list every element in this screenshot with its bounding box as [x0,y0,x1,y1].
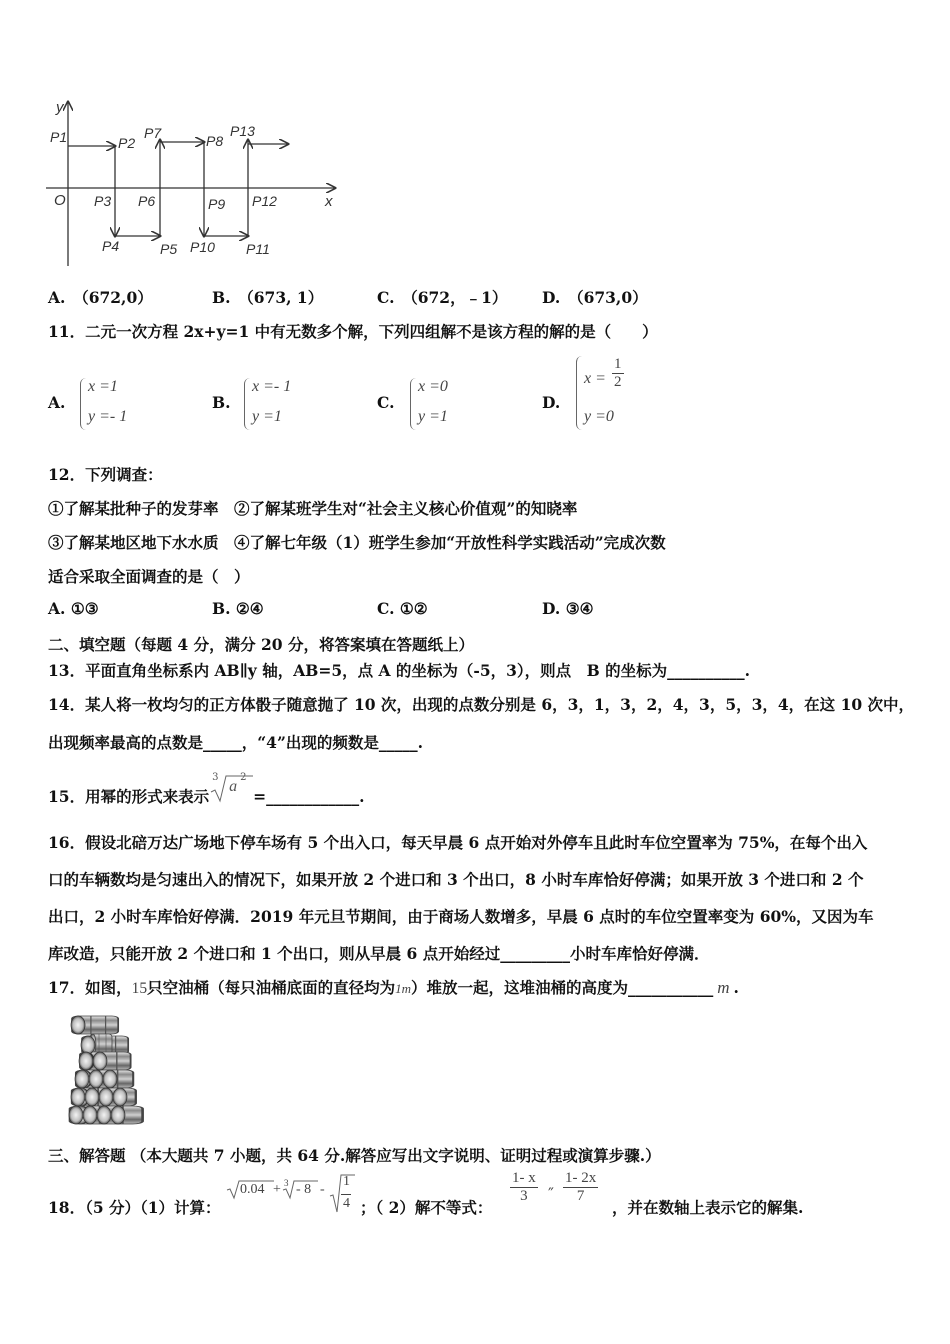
system-brace [410,378,416,430]
cube-root-expression [209,772,253,804]
q12-stem: 12．下列调查： [48,465,163,484]
q17-text [48,976,739,998]
option-letter: C. [377,288,395,307]
radical-index: 3 [212,772,219,783]
fraction-numerator: 1- 2x [565,1170,597,1186]
section-2-heading: 二、填空题（每题 4 分，满分 20 分，将答案填在答题纸上） [48,635,474,654]
section-3-heading: 三、解答题 （本大题共 7 小题，共 64 分.解答应写出文字说明、证明过程或演算步骤.） [48,1146,661,1165]
q12-line1: ①了解某批种子的发芽率 ②了解某班学生对“社会主义核心价值观”的知晓率 [48,499,578,518]
q18-expression [226,1174,356,1214]
q10-option-c[interactable] [377,286,507,308]
option-text: （672,0） [80,288,153,307]
q12-option-a[interactable] [48,599,99,618]
x-axis-label: x [325,193,333,210]
sqrt-radicand: 0.04 [240,1182,265,1197]
inequality-right-fraction [563,1170,598,1205]
q14-line1: 14．某人将一枚均匀的正方体骰子随意抛了 10 次，出现的点数分别是 6，3，1，3，2，4，3，5，3，4，在这 10 次中， [48,695,915,714]
option-text: ①② [399,599,428,618]
system-brace [80,378,86,430]
point-label: P6 [138,193,156,209]
fraction-numerator: 1 [343,1174,350,1189]
q12-line2: ③了解某地区地下水水质 ④了解七年级（1）班学生参加“开放性科学实践活动”完成次数 [48,533,666,552]
q11-d-fraction [612,356,624,391]
point-label: P3 [94,193,112,209]
fraction-denominator: 7 [576,1188,585,1204]
option-letter: C. [377,599,395,618]
q11-b-line2: y =1 [252,408,282,425]
fraction-bar [341,1194,351,1195]
option-letter: A. [48,288,66,307]
q12-option-b[interactable] [212,599,264,618]
q14-line2: 出现频率最高的点数是_____，“4”出现的频数是_____. [48,733,424,752]
cube-root-index: 3 [284,1178,289,1188]
q15-suffix: =____________. [253,787,365,806]
radicand: a [229,778,238,795]
q12-line3: 适合采取全面调查的是（ ） [48,567,250,586]
system-brace [576,356,582,430]
q16-line1: 16．假设北碚万达广场地下停车场有 5 个出入口，每天早晨 6 点开始对外停车且此时车位空置率为 75%，在每个出入 [48,833,868,852]
fraction-denominator: 3 [520,1188,528,1204]
q11-option-d-letter[interactable]: D. [542,393,561,412]
q12-option-d[interactable] [542,599,594,618]
q17-p3: ）堆放一起，这堆油桶的高度为___________ [410,978,714,997]
q13-text: 13．平面直角坐标系内 AB∥y 轴，AB=5，点 A 的坐标为（-5，3），则点 B 的坐标为__________. [48,661,751,680]
q15-prefix: 15．用幂的形式来表示 [48,787,210,806]
q16-line2: 口的车辆数均是匀速出入的情况下，如果开放 2 个进口和 3 个出口，8 小时车库恰好停满；如果开放 3 个进口和 2 个 [48,870,864,889]
q10-option-d[interactable] [542,286,648,308]
q11-d-line1-prefix: x = [584,370,606,387]
option-letter: D. [542,599,561,618]
q11-c-line2: y =1 [418,408,448,425]
option-text: （673, 1） [246,288,324,307]
q11-b-line1: x =- 1 [252,378,292,395]
point-label: P11 [246,241,270,257]
q11-d-line2: y =0 [584,408,614,425]
option-text: （672，﹣1） [409,288,508,307]
origin-label: O [54,192,66,209]
coordinate-path-figure [40,96,350,271]
inequality-sign: ″ [548,1184,554,1203]
point-label: P13 [230,123,255,139]
fraction-denominator: 4 [343,1196,350,1211]
q17-diameter: 1m [395,981,411,996]
point-label: P12 [252,193,277,209]
option-text: （673,0） [575,288,648,307]
q11-a-line2: y =- 1 [88,408,128,425]
exponent: 2 [240,772,247,783]
system-brace [244,378,250,430]
q17-p4: . [733,978,739,997]
option-letter: B. [212,599,231,618]
point-label: P8 [206,133,224,149]
inequality-left-fraction [510,1170,538,1205]
point-label: P2 [118,135,136,151]
point-label: P4 [102,238,120,254]
q17-p1: 17．如图， [48,978,132,997]
fraction-numerator: 1 [614,356,622,372]
q17-p2: 只空油桶（每只油桶底面的直径均为 [147,978,396,997]
q16-line4: 库改造，只能开放 2 个进口和 1 个出口，则从早晨 6 点开始经过_________小时车库恰好停满． [48,944,710,963]
point-label: P1 [50,129,68,145]
q10-option-a[interactable] [48,286,153,308]
option-letter: B. [212,288,231,307]
option-text: ①③ [70,599,99,618]
q12-option-c[interactable] [377,599,428,618]
q11-option-c-letter[interactable]: C. [377,393,395,412]
y-axis-label: y [56,99,64,116]
q11-a-line1: x =1 [88,378,118,395]
q11-c-line1: x =0 [418,378,448,395]
q16-line3: 出口，2 小时车库恰好停满．2019 年元旦节期间，由于商场人数增多，早晨 6 点时的车位空置率变为 60%，又因为车 [48,907,874,926]
plus-sign: + [273,1182,281,1197]
option-letter: D. [542,288,561,307]
stacked-oil-barrels-image [66,1012,194,1126]
option-text: ③④ [565,599,594,618]
option-letter: A. [48,599,66,618]
point-label: P10 [190,239,215,255]
q11-stem: 11．二元一次方程 2x+y=1 中有无数多个解，下列四组解不是该方程的解的是（ ） [48,322,658,341]
q18-p2: ；（ 2）解不等式： [360,1198,493,1217]
fraction-numerator: 1- x [512,1170,536,1186]
q18-p3: ，并在数轴上表示它的解集. [612,1198,804,1217]
q11-option-a-letter[interactable]: A. [48,393,66,412]
q10-option-b[interactable] [212,286,323,308]
q15-text [48,772,365,807]
fraction-denominator: 2 [614,374,622,390]
option-text: ②④ [235,599,264,618]
point-label: P5 [160,241,178,257]
cube-root-radicand: - 8 [296,1182,312,1197]
q17-count: 15 [131,980,148,997]
q11-option-b-letter[interactable]: B. [212,393,231,412]
minus-sign: - [320,1182,325,1197]
point-label: P7 [144,125,162,141]
point-label: P9 [208,196,226,212]
q18-p1: 18．（5 分）（1）计算： [48,1198,221,1217]
q17-unit: m [717,978,730,997]
